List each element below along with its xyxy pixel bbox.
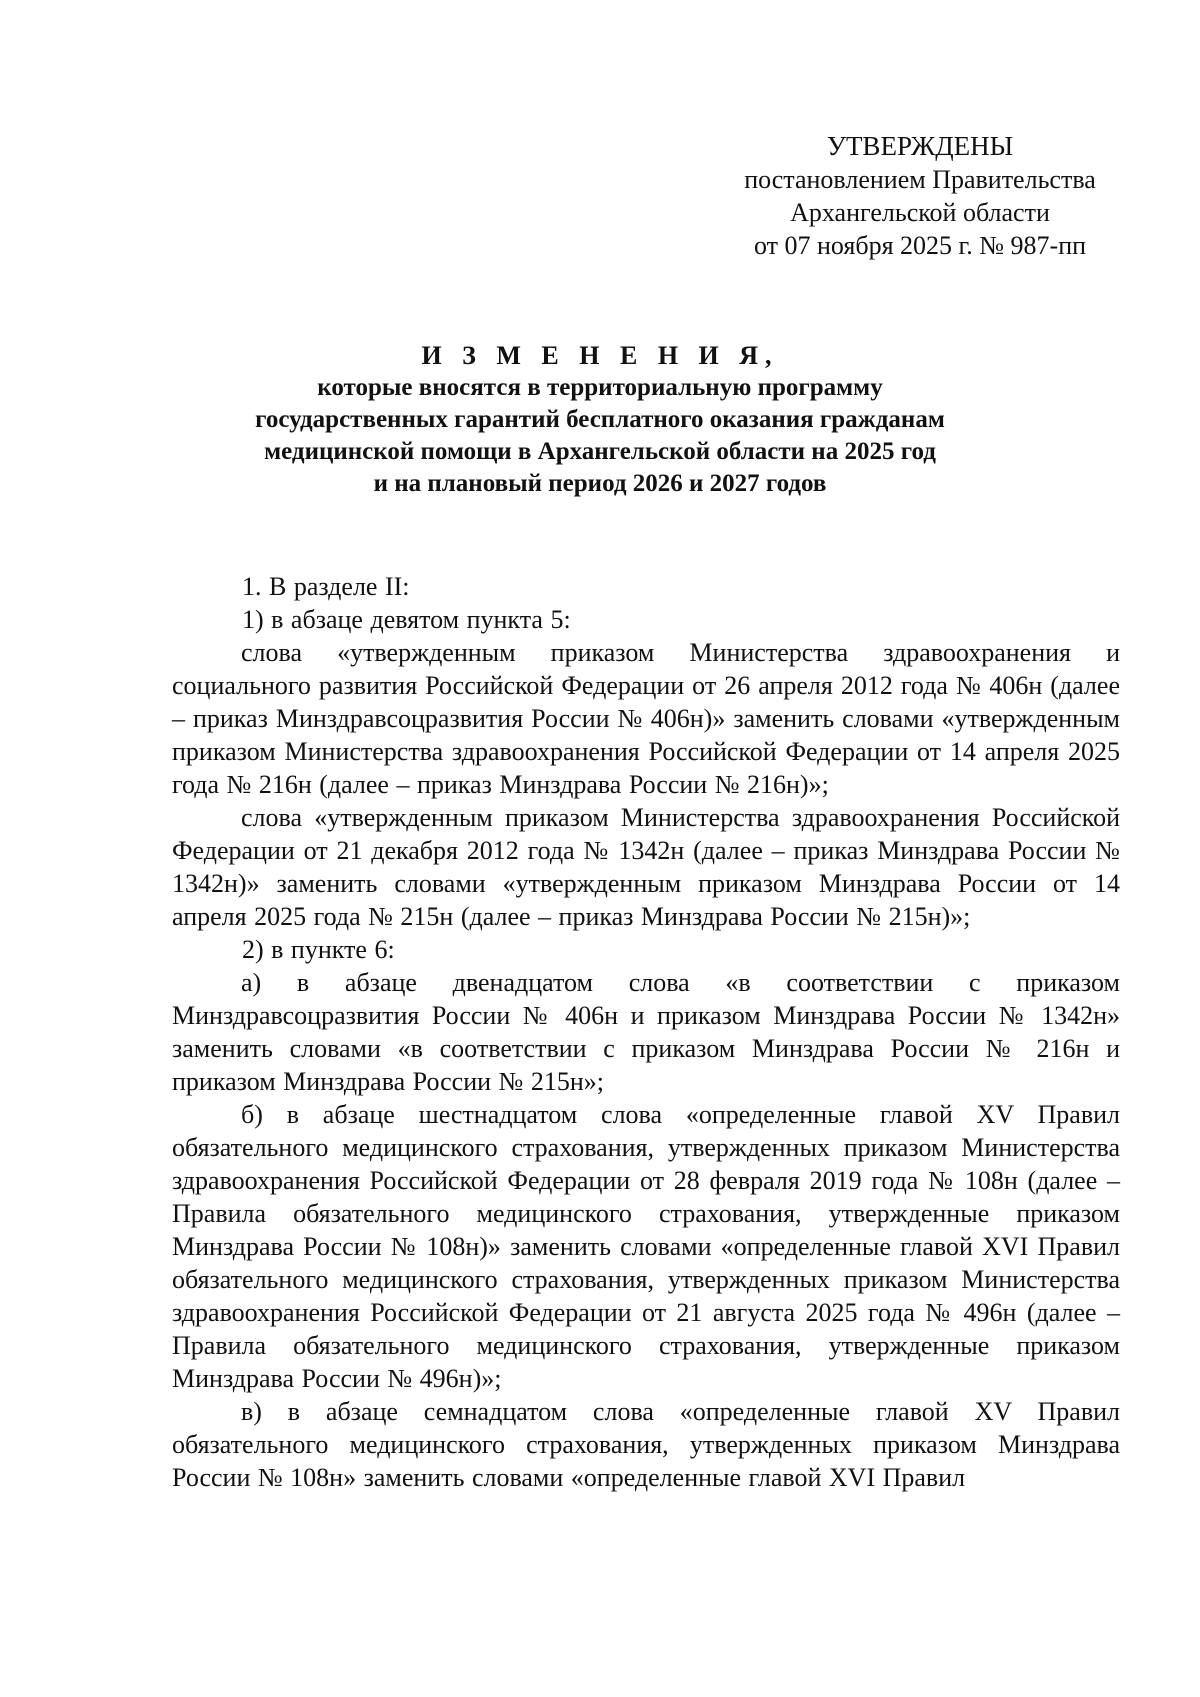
- approval-line-1: постановлением Правительства: [744, 165, 1096, 194]
- title-heading: И З М Е Н Е Н И Я,: [421, 341, 779, 370]
- item-2-heading: 2) в пункте 6:: [242, 935, 395, 964]
- subitem-v: в) в абзаце семнадцатом слова «определенные главой XV Правил обязательного медицинского страхования, утвержденных приказом Минздрава России № 108н» заменить словами «определенные главой XVI Правил: [172, 1397, 1120, 1492]
- item-1-heading: 1) в абзаце девятом пункта 5:: [242, 605, 571, 634]
- paragraph-words-2: слова «утвержденным приказом Министерства здравоохранения Российской Федерации от 21 декабря 2012 года № 1342н (далее – приказ Минздрава России № 1342н)» заменить словами «утвержденным приказом Минздрава России от 14 апреля 2025 года № 215н (далее – приказ Минздрава России № 215н)»;: [172, 803, 1120, 931]
- subitem-b: б) в абзаце шестнадцатом слова «определенные главой XV Правил обязательного медицинского страхования, утвержденных приказом Министерства здравоохранения Российской Федерации от 28 февраля 2019 года № 108н (далее – Правила обязательного медицинского страхования, утвержденные приказом Минздрава России № 108н)» заменить словами «определенные главой XVI Правил обязательного медицинского страхования, утвержденных приказом Министерства здравоохранения Российской Федерации от 21 августа 2025 года № 496н (далее – Правила обязательного медицинского страхования, утвержденные приказом Минздрава России № 496н)»;: [172, 1100, 1120, 1393]
- title-line-2: государственных гарантий бесплатного оказания гражданам: [255, 406, 945, 433]
- section-heading: 1. В разделе II:: [242, 572, 410, 601]
- paragraph-words-1: слова «утвержденным приказом Министерства здравоохранения и социального развития Российской Федерации от 26 апреля 2012 года № 406н (далее – приказ Минздравсоцразвития России № 406н)» заменить словами «утвержденным приказом Министерства здравоохранения Российской Федерации от 14 апреля 2025 года № 216н (далее – приказ Минздрава России № 216н)»;: [172, 638, 1120, 799]
- title-line-4: и на плановый период 2026 и 2027 годов: [373, 470, 827, 497]
- document-title: [150, 340, 1050, 500]
- title-line-3: медицинской помощи в Архангельской области на 2025 год: [264, 438, 936, 465]
- approval-block: [700, 130, 1140, 262]
- approval-line-3: от 07 ноября 2025 г. № 987-пп: [753, 231, 1087, 260]
- title-line-1: которые вносятся в территориальную программу: [317, 374, 883, 401]
- approval-stamp: УТВЕРЖДЕНЫ: [826, 131, 1014, 161]
- subitem-a: а) в абзаце двенадцатом слова «в соответствии с приказом Минздравсоцразвития России № 406н и приказом Минздрава России № 1342н» заменить словами «в соответствии с приказом Минздрава России № 216н и приказом Минздрава России № 215н»;: [172, 968, 1120, 1096]
- document-body: [172, 570, 1120, 1494]
- approval-line-2: Архангельской области: [790, 198, 1050, 227]
